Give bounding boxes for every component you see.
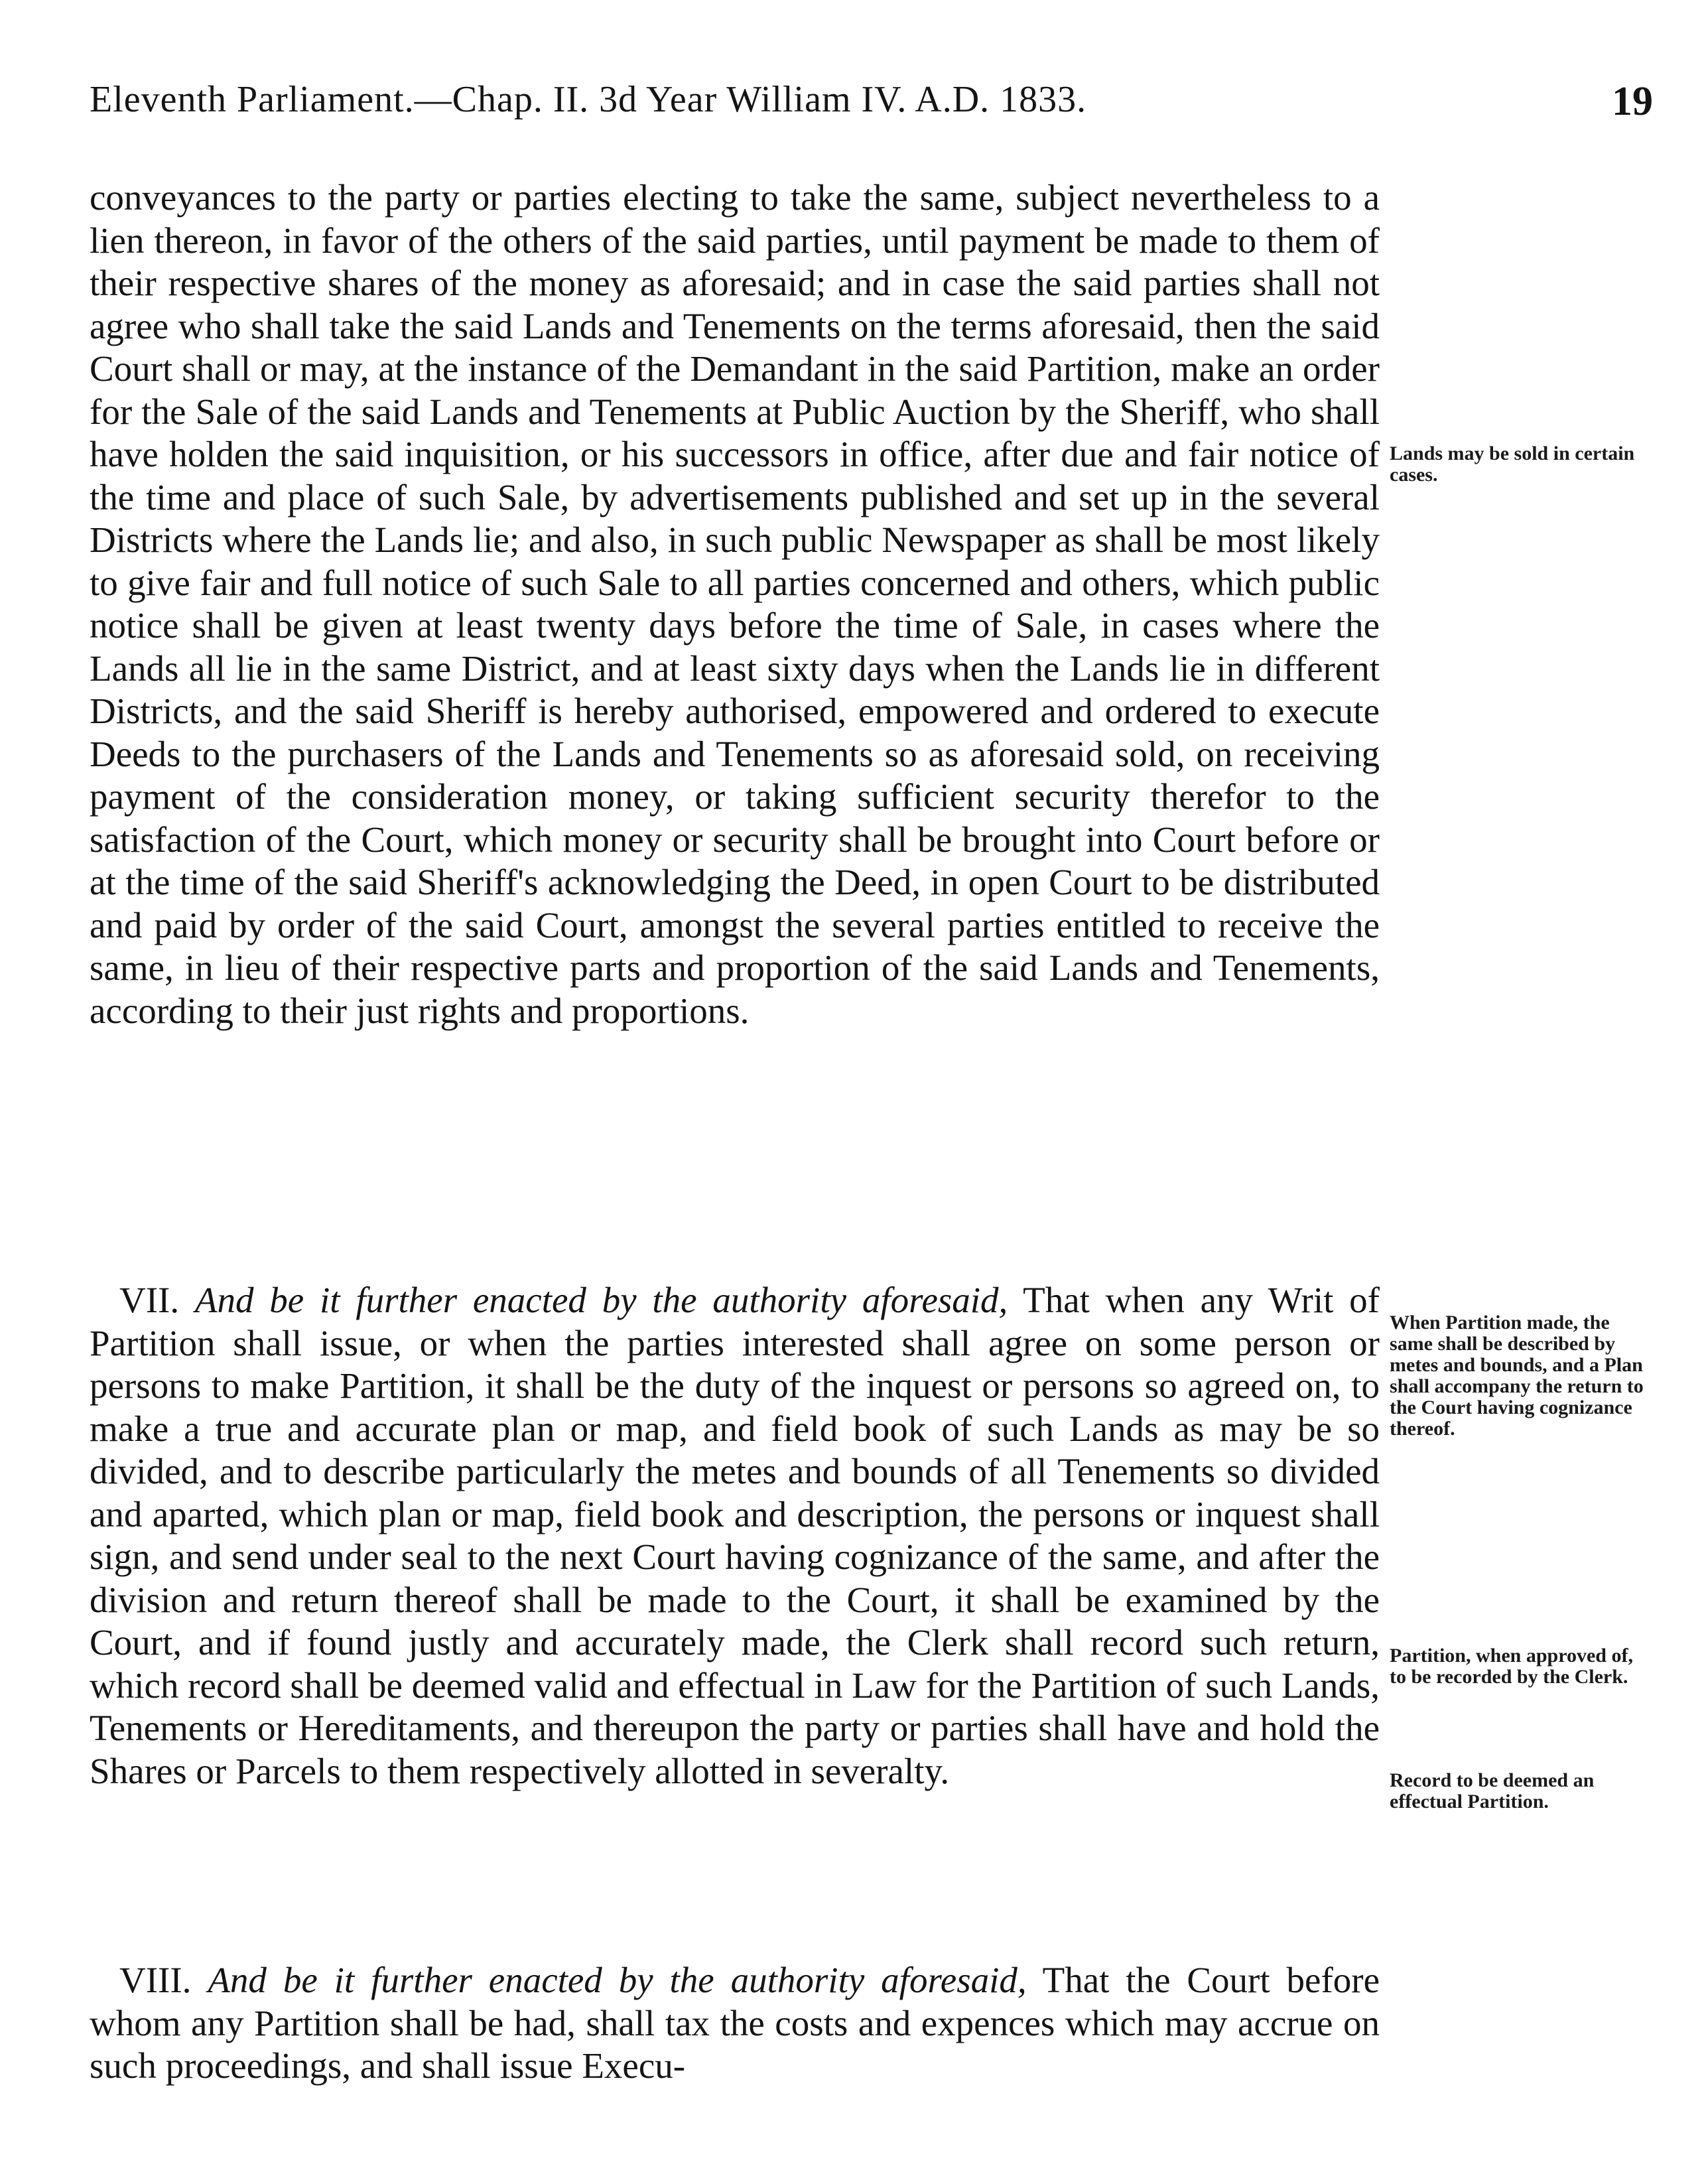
enacting-clause: And be it further enacted by the authority aforesaid,	[208, 1960, 1027, 2000]
running-header: Eleventh Parliament.—Chap. II. 3d Year William IV. A.D. 1833.	[90, 79, 1087, 120]
section-number: VIII.	[119, 1960, 192, 2000]
section-text: That the Court before whom any Partition shall be had, shall tax the costs and expences which may accrue on such proceedings, and shall issue Execu-	[90, 1960, 1380, 2086]
paragraph-section-vii	[90, 1279, 1380, 1793]
page-number: 19	[1612, 79, 1653, 124]
paragraph-continuation: conveyances to the party or parties electing to take the same, subject nevertheless to a lien thereon, in favor of the others of the said parties, until payment be made to them of their respective shares of the money as aforesaid; and in case the said parties shall not agree who shall take the said Lands and Tenements on the terms aforesaid, then the said Court shall or may, at the instance of the Demandant in the said Partition, make an order for the Sale of the said Lands and Tenements at Public Auction by the Sheriff, who shall have holden the said inquisition, or his successors in office, after due and fair notice of the time and place of such Sale, by advertisements published and set up in the several Districts where the Lands lie; and also, in such public Newspaper as shall be most likely to give fair and full notice of such Sale to all parties concerned and others, which public notice shall be given at least twenty days before the time of Sale, in cases where the Lands all lie in the same District, and at least sixty days when the Lands lie in different Districts, and the said Sheriff is hereby authorised, empowered and ordered to execute Deeds to the purchasers of the Lands and Tenements so as aforesaid sold, on receiving payment of the consideration money, or taking sufficient security therefor to the satisfaction of the Court, which money or security shall be brought into Court before or at the time of the said Sheriff's acknowledging the Deed, in open Court to be distributed and paid by order of the said Court, amongst the several parties entitled to receive the same, in lieu of their respective parts and proportion of the said Lands and Tenements, according to their just rights and proportions.	[90, 177, 1380, 1031]
margin-note-partition-plan: When Partition made, the same shall be described by metes and bounds, and a Plan shall accompany the return to the Court having cognizance thereof.	[1390, 1312, 1644, 1440]
section-number: VII.	[119, 1280, 180, 1320]
margin-note-record-effectual: Record to be deemed an effectual Partition.	[1390, 1769, 1595, 1812]
margin-note-partition-recorded: Partition, when approved of, to be recorded by the Clerk.	[1390, 1645, 1633, 1688]
enacting-clause: And be it further enacted by the authority aforesaid,	[194, 1280, 1008, 1320]
paragraph-section-viii	[90, 1959, 1380, 2088]
section-text: That when any Writ of Partition shall issue, or when the parties interested shall agree on some person or persons to make Partition, it shall be the duty of the inquest or persons so agreed on, to make a true and accurate plan or map, and field book of such Lands as may be so divided, and to describe particularly the metes and bounds of all Tenements so divided and aparted, which plan or map, field book and description, the persons or inquest shall sign, and send under seal to the next Court having cognizance of the same, and after the division and return thereof shall be made to the Court, it shall be examined by the Court, and if found justly and accurately made, the Clerk shall record such return, which record shall be deemed valid and effectual in Law for the Partition of such Lands, Tenements or Hereditaments, and thereupon the party or parties shall have and hold the Shares or Parcels to them respectively allotted in severalty.	[90, 1280, 1380, 1791]
margin-note-lands-sold: Lands may be sold in certain cases.	[1390, 443, 1635, 486]
